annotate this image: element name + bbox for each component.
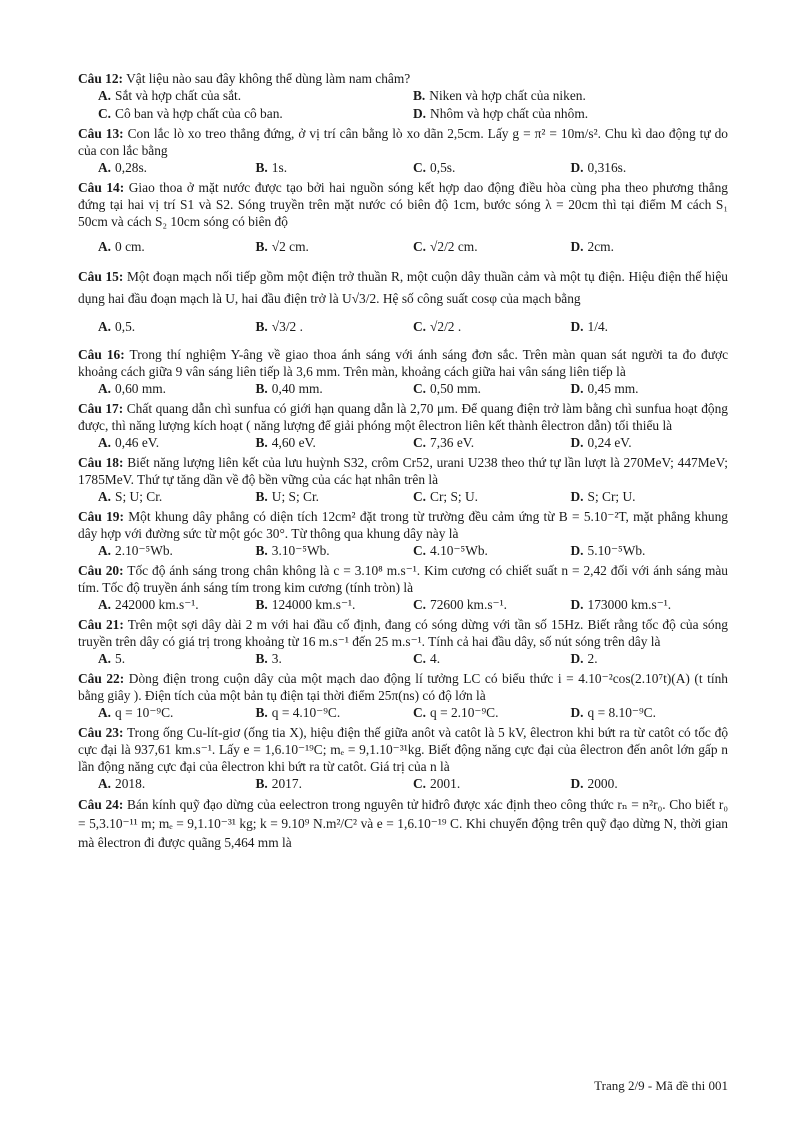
option-c: C. 0,50 mm. [413, 381, 481, 396]
question-label: Câu 20: [78, 563, 124, 578]
question-12 [78, 70, 728, 123]
question-text: Bán kính quỹ đạo dừng của eelectron trong nguyên tử hiđrô được xác định theo công thức rₙ = n²r₀. Cho biết r₀ = 5,3.10⁻¹¹ m; mₑ = 9,1.10⁻³¹ kg; k = 9.10⁹ N.m²/C² và e = 1,6.10⁻¹⁹ C. Khi chuyển động trên quỹ đạo dừng N, thời gian mà êlectron đi được quãng 5,464 mm là [78, 797, 729, 850]
question-text: Chất quang dẫn chì sunfua có giới hạn quang dẫn là 2,70 μm. Để quang điện trở làm bằng chì sunfua hoạt động được, thì năng lượng kích hoạt ( năng lượng để giải phóng một êlectron liên kết thành êlectron dẫn) tối thiểu là [78, 401, 728, 433]
option-a: A. Sắt và hợp chất của sắt. [98, 88, 242, 103]
option-a: A. S; U; Cr. [98, 489, 163, 504]
option-d: D. 0,45 mm. [570, 381, 639, 396]
option-d: D. 2000. [570, 776, 618, 791]
option-c: C. 4. [413, 651, 441, 666]
option-d: D. 0,24 eV. [570, 435, 632, 450]
option-d: D. Nhôm và hợp chất của nhôm. [413, 106, 589, 121]
options [78, 775, 728, 793]
question-label: Câu 22: [78, 671, 125, 686]
question-20 [78, 562, 728, 614]
question-text: Một đoạn mạch nối tiếp gồm một điện trở thuần R, một cuộn dây thuần cảm và một tụ điện. Hiệu điện thế hiệu dụng hai đầu đoạn mạch là U, hai đầu điện trở là U√3/2. Hệ số công suất cosφ của mạch bằng [78, 269, 728, 306]
option-b: B. 3. [255, 651, 282, 666]
options [78, 230, 728, 264]
option-d: D. 1/4. [570, 319, 608, 334]
option-c: C. 0,5s. [413, 160, 456, 175]
question-19 [78, 508, 728, 560]
question-label: Câu 17: [78, 401, 124, 416]
option-d: D. 0,316s. [570, 160, 627, 175]
question-21 [78, 616, 728, 668]
question-14 [78, 179, 728, 264]
question-24 [78, 795, 728, 852]
option-c: C. 72600 km.s⁻¹. [413, 597, 507, 612]
options [78, 650, 728, 668]
question-22 [78, 670, 728, 722]
option-a: A. 2018. [98, 776, 146, 791]
options [78, 434, 728, 452]
options [78, 488, 728, 506]
question-label: Câu 16: [78, 347, 125, 362]
options [78, 596, 728, 614]
question-label: Câu 23: [78, 725, 124, 740]
option-b: B. Niken và hợp chất của niken. [413, 88, 586, 103]
question-text: Vật liệu nào sau đây không thể dùng làm nam châm? [126, 71, 411, 86]
question-text: Tốc độ ánh sáng trong chân không là c = 3.10⁸ m.s⁻¹. Kim cương có chiết suất n = 2,42 đối với ánh sáng màu tím. Tốc độ truyền ánh sáng tím trong kim cương (tính tròn) là [78, 563, 729, 595]
option-b: B. √2 cm. [255, 239, 309, 254]
option-a: A. 242000 km.s⁻¹. [98, 597, 199, 612]
option-c: C. Cr; S; U. [413, 489, 479, 504]
option-b: B. 2017. [255, 776, 302, 791]
option-c: C. 4.10⁻⁵Wb. [413, 543, 488, 558]
option-a: A. 0,5. [98, 319, 136, 334]
options [78, 542, 728, 560]
question-label: Câu 13: [78, 126, 124, 141]
question-text: Một khung dây phẳng có diện tích 12cm² đặt trong từ trường đều cảm ứng từ B = 5.10⁻²T, mặt phẳng khung dây hợp với đường sức từ một góc 30°. Từ thông qua khung dây này là [78, 509, 728, 541]
option-b: B. 0,40 mm. [255, 381, 323, 396]
question-text: Giao thoa ở mặt nước được tạo bởi hai nguồn sóng kết hợp dao động điều hòa cùng pha theo phương thẳng đứng tại hai vị trí S1 và S2. Sóng truyền trên mặt nước có biên độ 1cm, bước sóng λ = 20cm thì tại điểm M cách S₁ 50cm và cách S₂ 10cm sóng có biên độ [78, 180, 728, 229]
question-text: Con lắc lò xo treo thẳng đứng, ở vị trí cân bằng lò xo dãn 2,5cm. Lấy g = π² = 10m/s². Chu kì dao động tự do của con lắc bằng [78, 126, 728, 158]
question-label: Câu 24: [78, 797, 124, 812]
option-c: C. q = 2.10⁻⁹C. [413, 705, 499, 720]
option-a: A. 2.10⁻⁵Wb. [98, 543, 173, 558]
option-d: D. q = 8.10⁻⁹C. [570, 705, 656, 720]
option-b: B. 1s. [255, 160, 288, 175]
option-b: B. 124000 km.s⁻¹. [255, 597, 356, 612]
option-c: C. √2/2 cm. [413, 239, 478, 254]
question-text: Dòng điện trong cuộn dây của một mạch dao động lí tưởng LC có biểu thức i = 4.10⁻²cos(2.10⁷t)(A) (t tính bằng giây ). Điện tích của một bản tụ điện tại thời điểm 25π(ns) có độ lớn là [78, 671, 728, 703]
exam-page [78, 70, 728, 854]
question-text: Biết năng lượng liên kết của lưu huỳnh S32, crôm Cr52, urani U238 theo thứ tự lần lượt là 270MeV; 447MeV; 1785MeV. Thứ tự tăng dần về độ bền vững của các hạt nhân trên là [78, 455, 729, 487]
option-b: B. U; S; Cr. [255, 489, 320, 504]
option-d: D. 5.10⁻⁵Wb. [570, 543, 646, 558]
question-text: Trong thí nghiệm Y-âng về giao thoa ánh sáng với ánh sáng đơn sắc. Trên màn quan sát người ta đo được khoảng cách giữa 9 vân sáng liên tiếp là 3,6 mm. Trên màn, khoảng cách giữa hai vân sáng liên tiếp là [78, 347, 729, 379]
page-footer: Trang 2/9 - Mã đề thi 001 [594, 1078, 728, 1093]
option-a: A. 0,60 mm. [98, 381, 166, 396]
option-c: C. Cô ban và hợp chất của cô ban. [98, 106, 283, 121]
option-a: A. 0,28s. [98, 160, 148, 175]
question-17 [78, 400, 728, 452]
option-d: D. 2. [570, 651, 598, 666]
option-c: C. 2001. [413, 776, 461, 791]
option-a: A. 5. [98, 651, 126, 666]
question-text: Trên một sợi dây dài 2 m với hai đầu cố định, đang có sóng dừng với tần số 15Hz. Biết rằng tốc độ của sóng truyền trên dây có giá trị trong khoảng từ 16 m.s⁻¹ đến 25 m.s⁻¹. Tính cả hai đầu dây, số nút sóng trên dây là [78, 617, 728, 649]
option-b: B. q = 4.10⁻⁹C. [255, 705, 341, 720]
option-a: A. 0,46 eV. [98, 435, 160, 450]
question-23 [78, 724, 728, 793]
options [78, 159, 728, 177]
option-d: D. 173000 km.s⁻¹. [570, 597, 672, 612]
option-b: B. 3.10⁻⁵Wb. [255, 543, 330, 558]
question-label: Câu 21: [78, 617, 124, 632]
option-a: A. 0 cm. [98, 239, 145, 254]
option-c: C. 7,36 eV. [413, 435, 475, 450]
question-label: Câu 19: [78, 509, 124, 524]
option-b: B. 4,60 eV. [255, 435, 316, 450]
options [78, 380, 728, 398]
options [78, 87, 728, 123]
option-a: A. q = 10⁻⁹C. [98, 705, 174, 720]
question-text: Trong ống Cu-lít-giơ (ống tia X), hiệu điện thế giữa anôt và catôt là 5 kV, êlectron khi bứt ra từ catôt có tốc độ cực đại là 937,61 km.s⁻¹. Lấy e = 1,6.10⁻¹⁹C; mₑ = 9,1.10⁻³¹kg. Biết động năng cực đại của êlectron đến anôt lớn gấp n lần động năng cực đại của êlectron khi bứt ra từ catôt. Giá trị của n là [78, 725, 729, 774]
question-label: Câu 15: [78, 269, 124, 284]
question-label: Câu 12: [78, 71, 124, 86]
option-d: D. 2cm. [570, 239, 614, 254]
question-18 [78, 454, 728, 506]
question-16 [78, 346, 728, 398]
question-label: Câu 18: [78, 455, 124, 470]
option-b: B. √3/2 . [255, 319, 303, 334]
question-label: Câu 14: [78, 180, 125, 195]
option-c: C. √2/2 . [413, 319, 462, 334]
options [78, 310, 728, 344]
options [78, 704, 728, 722]
question-13 [78, 125, 728, 177]
option-d: D. S; Cr; U. [570, 489, 636, 504]
question-15 [78, 266, 728, 344]
